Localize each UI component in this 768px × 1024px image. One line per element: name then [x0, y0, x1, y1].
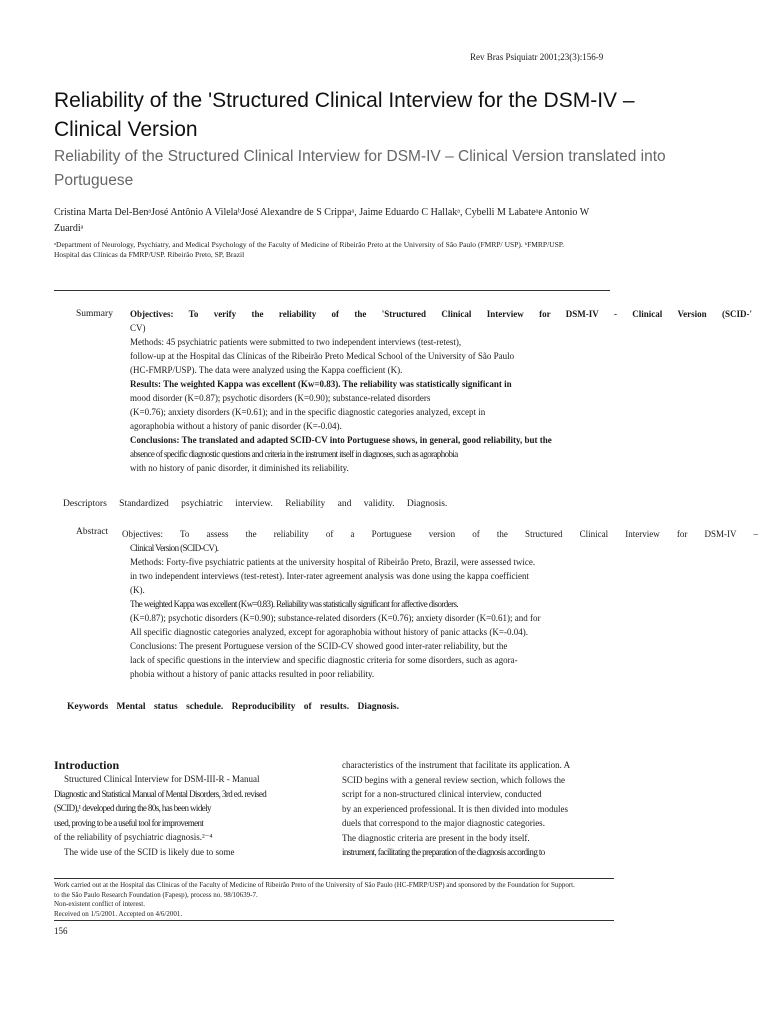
descriptors-row	[63, 499, 447, 509]
keywords-label: Keywords	[67, 702, 109, 712]
summary-line: mood disorder (K=0.87); psychotic disorders (K=0.90); substance-related disorders	[130, 393, 431, 403]
introduction-right-column	[342, 758, 622, 860]
body-line: duels that correspond to the major diagnostic categories.	[342, 818, 545, 828]
summary-results: Results: The weighted Kappa was excellent (Kw=0.83). The reliability was statistically significant in	[130, 379, 512, 389]
summary-body	[130, 307, 752, 475]
footnote-line: Work carried out at the Hospital das Clínicas of the Faculty of Medicine of Ribeirão Preto of the University of São Paulo (HC-FMRP/USP) and sponsored by the Foundation for Support.	[54, 881, 575, 889]
journal-citation: Rev Bras Psiquiatr 2001;23(3):156-9	[470, 52, 604, 62]
body-line: instrument, facilitating the preparation of the diagnosis according to	[342, 847, 545, 857]
abstract-line: Methods: Forty-five psychiatric patients at the university hospital of Ribeirão Preto, Brazil, were assessed twice.	[130, 557, 536, 567]
keywords-row	[67, 702, 399, 712]
body-line: Diagnostic and Statistical Manual of Mental Disorders, 3rd ed. revised	[54, 788, 267, 799]
page-footer-divider	[54, 920, 614, 921]
summary-line: agoraphobia without a history of panic disorder (K=-0.04).	[130, 421, 342, 431]
abstract-objectives: Objectives: To assess the reliability of a Portuguese version of the Structured Clinical Interview for DSM-IV –	[122, 529, 758, 539]
summary-line: Methods: 45 psychiatric patients were submitted to two independent interviews (test-retest),	[130, 337, 462, 347]
summary-line: follow-up at the Hospital das Clínicas of the Ribeirão Preto Medical School of the University of São Paulo	[130, 351, 515, 361]
abstract-body	[122, 527, 758, 681]
footnote-line: Non-existent conflict of interest.	[54, 900, 145, 908]
page-number: 156	[54, 926, 68, 936]
author-affiliations: ᵃDepartment of Neurology, Psychiatry, and Medical Psychology of the Faculty of Medicine of Ribeirão Preto at the University of São Paulo (FMRP/ USP). ᵇFMRP/USP. Hospital das Clínicas da FMRP/USP. Ribeirão Preto, SP, Brazil	[54, 240, 564, 259]
summary-line: (K=0.76); anxiety disorders (K=0.61); and in the specific diagnostic categories analyzed, except in	[130, 407, 486, 417]
introduction-heading: Introduction	[54, 758, 120, 772]
footnote-divider	[54, 878, 614, 879]
abstract-line: lack of specific questions in the interview and specific diagnostic criteria for some disorders, such as agora-	[130, 655, 518, 665]
body-line: Structured Clinical Interview for DSM-III-R - Manual	[64, 774, 260, 784]
header-divider	[54, 290, 610, 291]
summary-line: absence of specific diagnostic questions and criteria in the instrument itself in diagnoses, such as agoraphobia	[130, 449, 458, 459]
body-line: characteristics of the instrument that facilitate its application. A	[342, 760, 571, 770]
abstract-line: phobia without a history of panic attacks resulted in poor reliability.	[130, 669, 375, 679]
abstract-line: The weighted Kappa was excellent (Kw=0.83). Reliability was statistically significant for affective disorders.	[130, 599, 459, 609]
summary-line: (HC-FMRP/USP). The data were analyzed using the Kappa coefficient (K).	[130, 365, 403, 375]
descriptors-text: Standardized psychiatric interview. Reliability and validity. Diagnosis.	[119, 499, 448, 509]
article-title: Reliability of the 'Structured Clinical Interview for the DSM-IV – Clinical Version	[54, 89, 635, 141]
footnotes	[54, 881, 619, 919]
abstract-line: Clinical Version (SCID-CV).	[130, 543, 219, 553]
summary-objectives-cont: CV)	[130, 323, 146, 333]
body-line: SCID begins with a general review section, which follows the	[342, 774, 565, 785]
body-line: The wide use of the SCID is likely due to some	[64, 846, 235, 857]
abstract-line: (K=0.87); psychotic disorders (K=0.90); substance-related disorders (K=0.76); anxiety disorder (K=0.61); and for	[130, 613, 541, 623]
introduction-left-column	[54, 772, 304, 859]
summary-objectives: Objectives: To verify the reliability of the 'Structured Clinical Interview for DSM-IV - Clinical Version (SCID-'	[130, 309, 752, 319]
abstract-line: All specific diagnostic categories analyzed, except for agoraphobia without history of panic attacks (K=-0.04).	[130, 627, 528, 637]
body-line: by an experienced professional. It is then divided into modules	[342, 803, 568, 814]
body-line: The diagnostic criteria are present in the body itself.	[342, 832, 530, 843]
footnote-line: to the São Paulo Research Foundation (Fapesp), process no. 98/10639-7.	[54, 890, 258, 899]
abstract-line: in two independent interviews (test-retest). Inter-rater agreement analysis was done using the kappa coefficient	[130, 571, 530, 581]
summary-label: Summary	[76, 309, 113, 319]
body-line: used, proving to be a useful tool for improvement	[54, 817, 204, 828]
abstract-line: Conclusions: The present Portuguese version of the SCID-CV showed good inter-rater reliability, but the	[130, 641, 508, 651]
body-line: script for a non-structured clinical interview, conducted	[342, 789, 542, 799]
abstract-label: Abstract	[76, 527, 109, 537]
summary-conclusions: Conclusions: The translated and adapted SCID-CV into Portuguese shows, in general, good reliability, but the	[130, 435, 552, 445]
body-line: of the reliability of psychiatric diagnosis.²⁻⁴	[54, 832, 213, 842]
article-subtitle: Reliability of the Structured Clinical Interview for DSM-IV – Clinical Version translated into Portuguese	[54, 148, 666, 189]
footnote-line: Received on 1/5/2001. Accepted on 4/6/2001.	[54, 909, 183, 918]
keywords-text: Mental status schedule. Reproducibility of results. Diagnosis.	[116, 702, 399, 712]
descriptors-label: Descriptors	[63, 499, 107, 509]
summary-line: with no history of panic disorder, it diminished its reliability.	[130, 463, 349, 473]
body-line: (SCID),¹ developed during the 80s, has been widely	[54, 803, 211, 813]
abstract-line: (K).	[130, 585, 145, 595]
author-list: Cristina Marta Del-BenᵃJosé Antônio A VilelaᵇJosé Alexandre de S Crippaᵃ, Jaime Eduardo C Hallakᵃ, Cybelli M Labateᵃe Antonio W Zuardiᵃ	[54, 207, 590, 234]
